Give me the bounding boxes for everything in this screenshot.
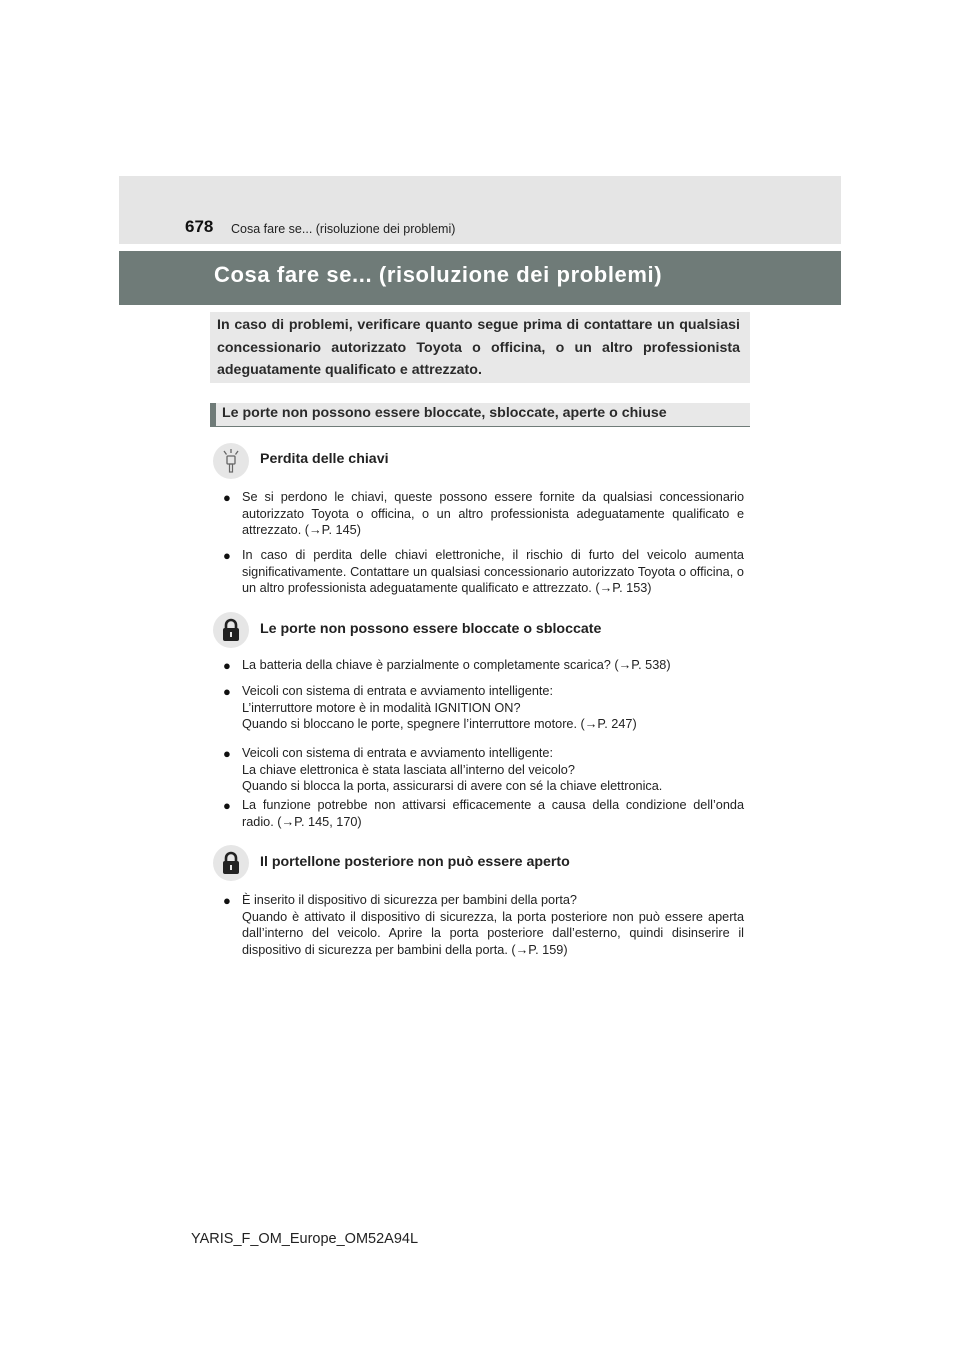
section-title: Le porte non possono essere bloccate, sbloccate, aperte o chiuse	[222, 405, 667, 421]
bullet-marker: ●	[223, 548, 231, 563]
footer-document-code: YARIS_F_OM_Europe_OM52A94L	[191, 1231, 419, 1247]
subsection-title: Perdita delle chiavi	[260, 451, 389, 467]
lock-icon	[213, 612, 249, 648]
bullet-marker: ●	[223, 490, 231, 505]
subsection-title: Le porte non possono essere bloccate o sbloccate	[260, 621, 602, 637]
bullet-marker: ●	[223, 798, 231, 813]
lock-icon	[213, 845, 249, 881]
running-head: Cosa fare se... (risoluzione dei problemi)	[231, 222, 456, 236]
bullet-text: È inserito il dispositivo di sicurezza per bambini della porta? Quando è attivato il dispositivo di sicurezza, la porta posteriore non può essere aperta dall’interno del veicolo. Aprire la porta posteriore dall’esterno, quindi disinserire il dispositivo di sicurezza per bambini della porta. (→P. 159)	[242, 893, 744, 957]
bullet-text: Veicoli con sistema di entrata e avviamento intelligente: La chiave elettronica è stata lasciata all’interno del veicolo? Quando si blocca la porta, assicurarsi di avere con sé la chiave elettronica.	[242, 746, 663, 793]
bullet-marker: ●	[223, 893, 231, 908]
page-number: 678	[185, 217, 214, 236]
bullet-text: La funzione potrebbe non attivarsi efficacemente a causa della condizione dell’onda radio. (→P. 145, 170)	[242, 798, 744, 829]
bullet-marker: ●	[223, 658, 231, 673]
bullet-text: Veicoli con sistema di entrata e avviamento intelligente: L’interruttore motore è in modalità IGNITION ON? Quando si bloccano le porte, spegnere l’interruttore motore. (→P. 247)	[242, 684, 637, 731]
subsection-title: Il portellone posteriore non può essere aperto	[260, 854, 570, 870]
page-title: Cosa fare se... (risoluzione dei problemi)	[214, 262, 663, 287]
bullet-marker: ●	[223, 684, 231, 699]
header-band	[119, 176, 841, 244]
intro-text: In caso di problemi, verificare quanto segue prima di contattare un qualsiasi concessionario autorizzato Toyota o officina, o un altro professionista adeguatamente qualificato e attrezzato.	[217, 317, 740, 378]
bullet-text: In caso di perdita delle chiavi elettroniche, il rischio di furto del veicolo aumenta significativamente. Contattare un qualsiasi concessionario autorizzato Toyota o officina, o un altro professionista adeguatamente qualificato e attrezzato. (→P. 153)	[242, 548, 744, 595]
bullet-text: La batteria della chiave è parzialmente o completamente scarica? (→P. 538)	[242, 658, 671, 672]
bullet-text: Se si perdono le chiavi, queste possono essere fornite da qualsiasi concessionario autorizzato Toyota o officina, o un altro professionista adeguatamente qualificato e attrezzato. (→P. 145)	[242, 490, 744, 537]
bullet-marker: ●	[223, 746, 231, 761]
key-icon	[213, 443, 249, 479]
